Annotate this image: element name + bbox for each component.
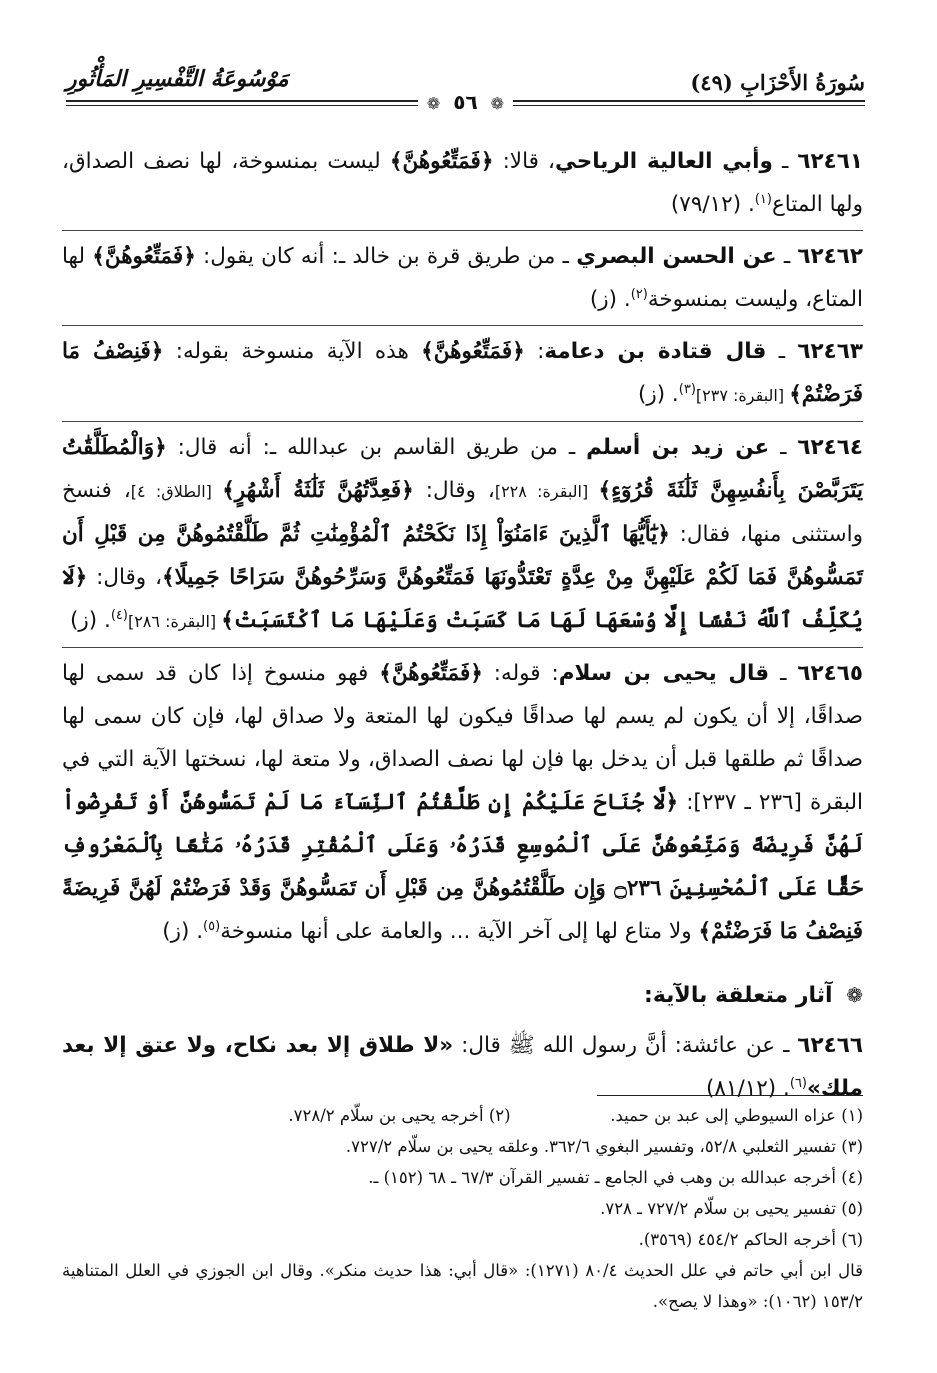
quran-quote: ﴿فَمَتِّعُوهُنَّ﴾ xyxy=(389,149,494,174)
footnote-6: (٦) أخرجه الحاكم ٤٥٤/٢ (٣٥٦٩). xyxy=(638,1230,863,1249)
quran-quote: ﴿فَنِصْفُ مَا فَرَضْتُمْ﴾ xyxy=(62,339,863,407)
page-number-text: ٥٦ xyxy=(453,90,478,114)
entry-text: ـ عن عائشة: أنَّ رسول الله ﷺ قال: xyxy=(453,1033,798,1058)
section-title xyxy=(62,975,863,1016)
entry-text: : xyxy=(524,339,545,364)
header-rule-thin xyxy=(66,105,418,106)
footnote-2: (٢) أخرجه يحيى بن سلّام ٧٢٨/٢. xyxy=(288,1106,511,1125)
entry-text: . (ز) xyxy=(589,287,631,312)
narration-entry xyxy=(62,325,863,421)
page-number xyxy=(421,90,510,114)
footnote-marker: (٥) xyxy=(203,918,221,934)
hadith-text: «لا طلاق إلا بعد نكاح، ولا عتق إلا بعد ملك» xyxy=(62,1033,863,1101)
surah-reference: [البقرة: ٢٢٨] xyxy=(494,482,599,501)
quran-quote: ﴿فَعِدَّتُهُنَّ ثَلَٰثَةُ أَشْهُرٍ﴾ xyxy=(222,478,414,503)
surah-reference: [الطلاق: ٤] xyxy=(130,482,223,501)
entry-text: . (ز) xyxy=(69,608,111,633)
entry-separator: ـ xyxy=(769,435,798,460)
footnote-row xyxy=(62,1131,863,1162)
entry-text: ، وقال: xyxy=(87,565,163,590)
entry-number: ٦٢٤٦٣ xyxy=(797,339,864,364)
quran-quote: ﴿فَمَتِّعُوهُنَّ﴾ xyxy=(379,661,483,686)
header-rule-thin xyxy=(513,105,865,106)
footnote-row xyxy=(62,1224,863,1255)
entry-text: هذه الآية منسوخة بقوله: xyxy=(163,339,422,364)
entry-text: . (٨١/١٢) xyxy=(705,1076,790,1101)
footnote-marker: (١) xyxy=(754,191,772,207)
narrator-name: قال قتادة بن دعامة xyxy=(544,339,767,364)
narrator-name: عن زيد بن أسلم xyxy=(586,435,770,460)
footnote-marker: (٢) xyxy=(630,286,648,302)
section-title-text: آثار متعلقة بالآية: xyxy=(644,983,833,1008)
ornament-icon: ❁ xyxy=(426,94,441,113)
entry-separator: ـ xyxy=(766,339,798,364)
entry-text: . (ز) xyxy=(162,919,204,944)
book-title: مَوْسُوعَةُ التَّفْسِيرِ المَأْثُورِ xyxy=(66,66,289,92)
quran-quote: ﴿فَمَتِّعُوهُنَّ﴾ xyxy=(92,244,196,269)
narration-entry xyxy=(62,421,863,647)
entry-text: ، فنسخ واستثنى منها، فقال: xyxy=(62,478,863,547)
footnote-5: (٥) تفسير يحيى بن سلّام ٧٢٧/٢ ـ ٧٢٨. xyxy=(600,1199,863,1218)
entry-separator: ـ xyxy=(769,661,798,686)
footnote-marker: (٤) xyxy=(110,607,128,623)
entry-text: ولا متاع لها إلى آخر الآية ... والعامة على أنها منسوخة xyxy=(220,919,699,944)
footnote-row xyxy=(62,1162,863,1193)
surah-title: سُورَةُ الأَحْزَابِ (٤٩) xyxy=(690,70,865,95)
quran-quote: ﴿فَمَتِّعُوهُنَّ﴾ xyxy=(421,339,525,364)
flower-icon: ❁ xyxy=(846,983,863,1007)
ornament-icon: ❁ xyxy=(490,94,505,113)
surah-reference: [البقرة: ٢٨٦] xyxy=(127,612,222,631)
footnote-3: (٣) تفسير الثعلبي ٥٢/٨، وتفسير البغوي ٣٦٢/٦. وعلقه يحيى بن سلّام ٧٢٧/٢. xyxy=(345,1137,863,1156)
quran-quote: ﴿لَّا جُنَاحَ عَلَيْكُمْ إِن طَلَّقْتُمُ ٱلنِّسَآءَ مَا لَمْ تَمَسُّوهُنَّ أَوْ تَفْرِضُواْ لَهُنَّ فَرِيضَةً وَمَتِّعُوهُنَّ عَلَى ٱلْمُوسِعِ قَدَرُهُۥ وَعَلَى ٱلْمُقْتِرِ قَدَرُهُۥ مَتَٰعًا بِٱلْمَعْرُوفِ حَقًّا عَلَى ٱلْمُحْسِنِينَ ۝٢٣٦ وَإِن طَلَّقْتُمُوهُنَّ مِن قَبْلِ أَن تَمَسُّوهُنَّ وَقَدْ فَرَضْتُمْ لَهُنَّ فَرِيضَةً فَنِصْفُ مَا فَرَضْتُمْ﴾ xyxy=(62,790,863,944)
narrator-name: قال يحيى بن سلام xyxy=(558,661,770,686)
entry-number: ٦٢٤٦٥ xyxy=(797,661,863,686)
narration-entry xyxy=(62,230,863,325)
narrator-name: عن الحسن البصري xyxy=(576,244,777,269)
entry-number: ٦٢٤٦١ xyxy=(797,149,864,174)
footnotes xyxy=(62,1100,863,1317)
entry-text: ـ من طريق القاسم بن عبدالله ـ: أنه قال: xyxy=(166,435,587,460)
footnote-rule xyxy=(597,1095,863,1096)
main-content xyxy=(62,140,863,1114)
footnote-4: (٤) أخرجه عبدالله بن وهب في الجامع ـ تفسير القرآن ٦٧/٣ ـ ٦٨ (١٥٢) ـ. xyxy=(368,1168,863,1187)
narration-entry xyxy=(62,140,863,230)
entry-number: ٦٢٤٦٦ xyxy=(797,1033,863,1058)
quran-quote: ﴿يَٰٓأَيُّهَا ٱلَّذِينَ ءَامَنُوٓاْ إِذَا نَكَحْتُمُ ٱلْمُؤْمِنَٰتِ ثُمَّ طَلَّقْتُمُوهُنَّ مِن قَبْلِ أَن تَمَسُّوهُنَّ فَمَا لَكُمْ عَلَيْهِنَّ مِنْ عِدَّةٍ تَعْتَدُّونَهَا فَمَتِّعُوهُنَّ وَسَرِّحُوهُنَّ سَرَاحًا جَمِيلًا﴾ xyxy=(62,522,863,590)
page-header xyxy=(66,62,865,112)
entry-text: ليست بمنسوخة، لها نصف الصداق، ولها المتاع xyxy=(62,149,863,217)
quran-quote: ﴿لَا يُكَلِّفُ ٱللَّهُ نَفْسًا إِلَّا وُسْعَهَا لَهَا مَا كَسَبَتْ وَعَلَيْهَا مَا ٱكْتَسَبَتْ﴾ xyxy=(62,565,863,633)
entries-list xyxy=(62,140,863,957)
entry-separator: ـ xyxy=(772,149,798,174)
surah-reference: [البقرة: ٢٣٧] xyxy=(695,386,790,405)
entry-text: لها المتاع، وليست بمنسوخة xyxy=(62,244,863,312)
footnote-row xyxy=(62,1100,863,1131)
entry-separator: ـ xyxy=(776,244,798,269)
entry-text: ـ من طريق قرة بن خالد ـ: أنه كان يقول: xyxy=(195,244,577,269)
header-rule xyxy=(66,100,418,102)
narration-entry xyxy=(62,647,863,957)
header-rule xyxy=(513,100,865,102)
entry-text: : قوله: xyxy=(482,661,559,686)
entry-text: فهو منسوخ إذا كان قد سمى لها صداقًا، إلا أن يكون لم يسم لها صداقًا فيكون لها المتعة ولا صداق لها، فإن كان سمى لها صداقًا ثم طلقها قبل أن يدخل بها فإن لها نصف الصداق، ولا متعة لها، نسختها الآية التي في البقرة [٢٣٦ ـ ٢٣٧]: xyxy=(62,661,864,815)
entry-number: ٦٢٤٦٤ xyxy=(797,435,864,460)
footnote-marker: (٣) xyxy=(678,381,696,397)
footnote-1: (١) عزاه السيوطي إلى عبد بن حميد. xyxy=(610,1106,863,1125)
entry-text: ، وقال: xyxy=(413,478,495,503)
entry-text: . (٧٩/١٢) xyxy=(670,192,755,217)
entry-text: ، قالا: xyxy=(493,149,555,174)
footnote-row xyxy=(62,1193,863,1224)
quran-quote: ﴿وَالْمُطَلَّقَٰتُ يَتَرَبَّصْنَ بِأَنفُسِهِنَّ ثَلَٰثَةَ قُرُوٓءٍ﴾ xyxy=(62,435,863,503)
footnote-marker: (٦) xyxy=(789,1075,807,1091)
footnote-6-extra: قال ابن أبي حاتم في علل الحديث ٨٠/٤ (١٢٧١): «قال أبي: هذا حديث منكر». وقال ابن الجوزي في العلل المتناهية ١٥٣/٢ (١٠٦٢): «وهذا لا يصح». xyxy=(62,1261,863,1311)
entry-number: ٦٢٤٦٢ xyxy=(797,244,863,269)
entry-text: . (ز) xyxy=(637,382,679,407)
narrator-name: وأبي العالية الرياحي xyxy=(554,149,773,174)
